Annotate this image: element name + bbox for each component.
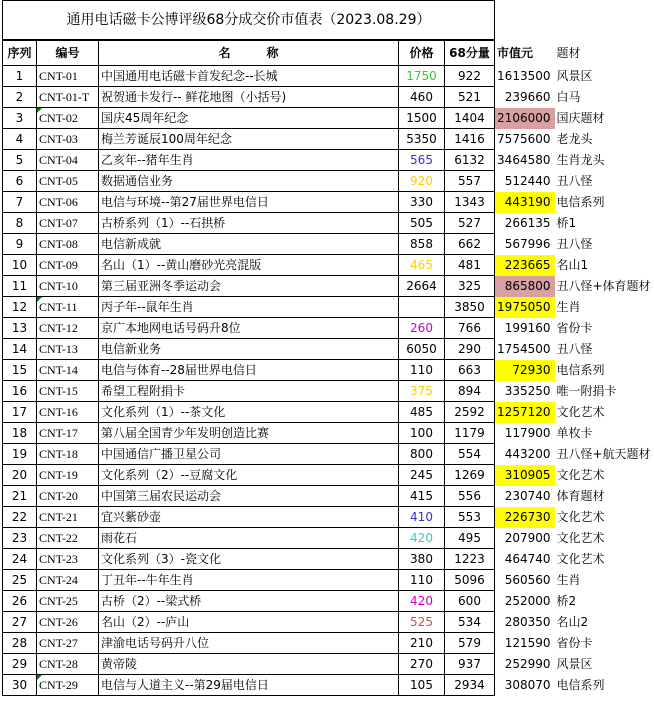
row-qty: 557	[445, 171, 495, 192]
table-row	[3, 591, 653, 612]
table-row	[3, 255, 653, 276]
row-name: 梅兰芳诞辰100周年纪念	[99, 129, 399, 150]
row-code: CNT-23	[37, 549, 99, 570]
row-price: 858	[399, 234, 445, 255]
row-theme: 风景区	[556, 657, 593, 671]
row-seq: 27	[3, 612, 37, 633]
table-row	[3, 192, 653, 213]
row-seq: 28	[3, 633, 37, 654]
header-price: 价格	[399, 40, 445, 66]
row-name: 第八届全国青少年发明创造比赛	[99, 423, 399, 444]
row-seq: 23	[3, 528, 37, 549]
row-seq: 4	[3, 129, 37, 150]
table-row	[3, 360, 653, 381]
row-seq: 18	[3, 423, 37, 444]
table-row	[3, 570, 653, 591]
table-row	[3, 486, 653, 507]
row-code: CNT-07	[37, 213, 99, 234]
row-qty: 521	[445, 87, 495, 108]
row-theme: 生肖	[556, 573, 581, 587]
row-theme: 风景区	[556, 69, 593, 83]
row-qty: 5096	[445, 570, 495, 591]
table-row	[3, 129, 653, 150]
row-qty: 556	[445, 486, 495, 507]
row-name: 文化系列（3）-瓷文化	[99, 549, 399, 570]
row-code: CNT-21	[37, 507, 99, 528]
row-market-value: 567996	[504, 237, 551, 251]
row-seq: 15	[3, 360, 37, 381]
row-seq: 30	[3, 675, 37, 696]
table-row	[3, 318, 653, 339]
row-seq: 11	[3, 276, 37, 297]
row-price: 1500	[399, 108, 445, 129]
row-name: 津渝电话号码升八位	[99, 633, 399, 654]
table-row	[3, 87, 653, 108]
row-market-value: 72930	[495, 360, 555, 381]
row-name: 中国第三届农民运动会	[99, 486, 399, 507]
row-code: CNT-01	[37, 66, 99, 87]
row-price: 110	[399, 360, 445, 381]
row-theme: 白马	[556, 90, 581, 104]
row-qty: 325	[445, 276, 495, 297]
row-price: 415	[399, 486, 445, 507]
row-code: CNT-15	[37, 381, 99, 402]
row-price: 375	[399, 381, 445, 402]
row-qty: 481	[445, 255, 495, 276]
row-name: 电信新业务	[99, 339, 399, 360]
row-market-value: 2106000	[495, 108, 555, 129]
row-code: CNT-29	[37, 675, 99, 696]
row-code: CNT-14	[37, 360, 99, 381]
row-theme: 电信系列	[556, 363, 605, 377]
row-seq: 2	[3, 87, 37, 108]
row-qty: 2592	[445, 402, 495, 423]
table-row	[3, 66, 653, 87]
table-row	[3, 339, 653, 360]
row-name: 国庆45周年纪念	[99, 108, 399, 129]
row-name: 文化系列（1）--茶文化	[99, 402, 399, 423]
row-seq: 21	[3, 486, 37, 507]
row-market-value: 310905	[495, 465, 555, 486]
row-seq: 3	[3, 108, 37, 129]
row-qty: 663	[445, 360, 495, 381]
table-row	[3, 150, 653, 171]
row-name: 名山（2）--庐山	[99, 612, 399, 633]
row-price: 465	[399, 255, 445, 276]
row-code: CNT-18	[37, 444, 99, 465]
row-price: 6050	[399, 339, 445, 360]
table-row	[3, 444, 653, 465]
row-code: CNT-17	[37, 423, 99, 444]
row-name: 宜兴紫砂壶	[99, 507, 399, 528]
row-code: CNT-01-T	[37, 87, 99, 108]
row-code: CNT-27	[37, 633, 99, 654]
row-seq: 22	[3, 507, 37, 528]
row-price: 5350	[399, 129, 445, 150]
row-seq: 17	[3, 402, 37, 423]
row-theme: 丑八怪+航天题材	[556, 447, 651, 461]
row-qty: 527	[445, 213, 495, 234]
row-price: 210	[399, 633, 445, 654]
row-code: CNT-05	[37, 171, 99, 192]
table-row	[3, 171, 653, 192]
row-name: 希望工程附捐卡	[99, 381, 399, 402]
row-price: 800	[399, 444, 445, 465]
row-price: 260	[399, 318, 445, 339]
row-code: CNT-13	[37, 339, 99, 360]
row-theme: 文化艺术	[556, 405, 605, 419]
row-price: 410	[399, 507, 445, 528]
row-name: 乙亥年--猪年生肖	[99, 150, 399, 171]
row-market-value: 1613500	[497, 69, 551, 83]
row-name: 电信新成就	[99, 234, 399, 255]
row-price: 525	[399, 612, 445, 633]
row-market-value: 280350	[504, 615, 551, 629]
row-qty: 1269	[445, 465, 495, 486]
row-market-value: 1975050	[495, 297, 555, 318]
row-qty: 3850	[445, 297, 495, 318]
row-code: CNT-20	[37, 486, 99, 507]
table-row	[3, 465, 653, 486]
row-market-value: 230740	[504, 489, 551, 503]
row-code: CNT-28	[37, 654, 99, 675]
header-code: 编号	[37, 40, 99, 66]
row-name: 京广本地网电话号码升8位	[99, 318, 399, 339]
row-name: 名山（1）--黄山磨砂光亮混版	[99, 255, 399, 276]
row-market-value: 252990	[504, 657, 551, 671]
row-qty: 937	[445, 654, 495, 675]
row-theme: 省份卡	[556, 321, 593, 335]
row-code: CNT-08	[37, 234, 99, 255]
row-price: 460	[399, 87, 445, 108]
header-seq: 序列	[3, 40, 37, 66]
row-code: CNT-04	[37, 150, 99, 171]
row-qty: 894	[445, 381, 495, 402]
row-price: 420	[399, 591, 445, 612]
row-code: CNT-16	[37, 402, 99, 423]
row-theme: 桥2	[556, 594, 577, 608]
table-row	[3, 402, 653, 423]
row-theme: 名山2	[556, 615, 589, 629]
row-name: 中国通信广播卫星公司	[99, 444, 399, 465]
row-seq: 14	[3, 339, 37, 360]
row-theme: 单枚卡	[556, 426, 593, 440]
table-row	[3, 108, 653, 129]
row-qty: 554	[445, 444, 495, 465]
row-qty: 922	[445, 66, 495, 87]
row-name: 黄帝陵	[99, 654, 399, 675]
row-theme: 文化艺术	[556, 531, 605, 545]
table-title: 通用电话磁卡公博评级68分成交价市值表（2023.08.29）	[3, 1, 495, 41]
row-name: 电信与人道主义--第29届电信日	[99, 675, 399, 696]
row-seq: 12	[3, 297, 37, 318]
row-price: 565	[399, 150, 445, 171]
row-name: 中国通用电话磁卡首发纪念--长城	[99, 66, 399, 87]
table-row	[3, 633, 653, 654]
row-theme: 文化艺术	[556, 510, 605, 524]
row-qty: 2934	[445, 675, 495, 696]
row-code: CNT-09	[37, 255, 99, 276]
row-theme: 丑八怪	[556, 174, 593, 188]
price-table	[2, 0, 653, 696]
row-code: CNT-26	[37, 612, 99, 633]
row-market-value: 1754500	[497, 342, 551, 356]
row-name: 电信与环境--第27届世界电信日	[99, 192, 399, 213]
row-theme: 生肖龙头	[556, 153, 605, 167]
row-theme: 电信系列	[556, 678, 605, 692]
row-qty: 579	[445, 633, 495, 654]
row-code: CNT-25	[37, 591, 99, 612]
row-price	[399, 297, 445, 318]
row-theme: 省份卡	[556, 636, 593, 650]
row-qty: 1223	[445, 549, 495, 570]
row-theme: 老龙头	[556, 132, 593, 146]
row-code: CNT-22	[37, 528, 99, 549]
row-market-value: 335250	[504, 384, 551, 398]
table-row	[3, 297, 653, 318]
row-market-value: 1257120	[495, 402, 555, 423]
table-row	[3, 423, 653, 444]
row-market-value: 223665	[495, 255, 555, 276]
table-row	[3, 612, 653, 633]
row-theme: 生肖	[556, 300, 581, 314]
row-price: 380	[399, 549, 445, 570]
row-qty: 1343	[445, 192, 495, 213]
row-market-value: 199160	[504, 321, 551, 335]
row-seq: 16	[3, 381, 37, 402]
row-code: CNT-10	[37, 276, 99, 297]
row-seq: 29	[3, 654, 37, 675]
row-market-value: 226730	[495, 507, 555, 528]
row-price: 105	[399, 675, 445, 696]
table-row	[3, 675, 653, 696]
row-name: 古桥（2）--梁式桥	[99, 591, 399, 612]
row-name: 雨花石	[99, 528, 399, 549]
row-market-value: 443190	[495, 192, 555, 213]
row-theme: 唯一附捐卡	[556, 384, 617, 398]
row-market-value: 865800	[495, 276, 555, 297]
row-code: CNT-24	[37, 570, 99, 591]
row-code: CNT-19	[37, 465, 99, 486]
row-qty: 1179	[445, 423, 495, 444]
row-theme: 电信系列	[556, 195, 605, 209]
row-code: CNT-03	[37, 129, 99, 150]
row-seq: 9	[3, 234, 37, 255]
row-market-value: 308070	[504, 678, 551, 692]
row-price: 245	[399, 465, 445, 486]
row-seq: 1	[3, 66, 37, 87]
row-seq: 6	[3, 171, 37, 192]
row-theme: 名山1	[556, 258, 589, 272]
row-name: 丙子年--鼠年生肖	[99, 297, 399, 318]
row-qty: 6132	[445, 150, 495, 171]
row-theme: 文化艺术	[556, 468, 605, 482]
row-name: 电信与体育--28届世界电信日	[99, 360, 399, 381]
row-theme: 丑八怪	[556, 342, 593, 356]
row-theme: 桥1	[556, 216, 577, 230]
row-market-value: 117900	[504, 426, 551, 440]
row-price: 110	[399, 570, 445, 591]
row-theme: 体育题材	[556, 489, 605, 503]
row-seq: 8	[3, 213, 37, 234]
row-qty: 600	[445, 591, 495, 612]
row-qty: 662	[445, 234, 495, 255]
row-code: CNT-11	[37, 297, 99, 318]
row-seq: 7	[3, 192, 37, 213]
row-qty: 1404	[445, 108, 495, 129]
row-market-value: 252000	[504, 594, 551, 608]
row-qty: 1416	[445, 129, 495, 150]
row-price: 100	[399, 423, 445, 444]
row-name: 文化系列（2）--豆腐文化	[99, 465, 399, 486]
row-theme: 文化艺术	[556, 552, 605, 566]
row-name: 古桥系列（1）--石拱桥	[99, 213, 399, 234]
table-row	[3, 528, 653, 549]
header-market-value: 市值元	[497, 45, 534, 60]
table-row	[3, 381, 653, 402]
row-name: 祝贺通卡发行-- 鲜花地图（小括号)	[99, 87, 399, 108]
row-qty: 495	[445, 528, 495, 549]
row-price: 420	[399, 528, 445, 549]
row-price: 2664	[399, 276, 445, 297]
table-row	[3, 654, 653, 675]
row-price: 485	[399, 402, 445, 423]
row-market-value: 560560	[504, 573, 551, 587]
header-score68: 68分量	[445, 40, 495, 66]
row-theme: 丑八怪	[556, 237, 593, 251]
row-market-value: 3464580	[497, 153, 551, 167]
row-price: 920	[399, 171, 445, 192]
row-qty: 534	[445, 612, 495, 633]
row-name: 第三届亚洲冬季运动会	[99, 276, 399, 297]
header-theme: 题材	[556, 45, 581, 60]
row-market-value: 7575600	[497, 132, 551, 146]
row-seq: 19	[3, 444, 37, 465]
row-qty: 766	[445, 318, 495, 339]
row-seq: 20	[3, 465, 37, 486]
header-name: 名 称	[99, 40, 399, 66]
row-seq: 10	[3, 255, 37, 276]
row-seq: 13	[3, 318, 37, 339]
row-market-value: 443200	[504, 447, 551, 461]
row-market-value: 207900	[504, 531, 551, 545]
row-market-value: 239660	[504, 90, 551, 104]
row-name: 数据通信业务	[99, 171, 399, 192]
row-qty: 553	[445, 507, 495, 528]
row-theme: 丑八怪+体育题材	[556, 279, 651, 293]
row-market-value: 121590	[504, 636, 551, 650]
row-qty: 290	[445, 339, 495, 360]
row-theme: 国庆题材	[556, 111, 605, 125]
table-row	[3, 213, 653, 234]
row-price: 505	[399, 213, 445, 234]
row-seq: 25	[3, 570, 37, 591]
table-row	[3, 276, 653, 297]
row-name: 丁丑年--牛年生肖	[99, 570, 399, 591]
table-row	[3, 549, 653, 570]
row-market-value: 266135	[504, 216, 551, 230]
row-seq: 26	[3, 591, 37, 612]
row-seq: 5	[3, 150, 37, 171]
row-price: 330	[399, 192, 445, 213]
row-market-value: 464740	[504, 552, 551, 566]
row-code: CNT-12	[37, 318, 99, 339]
table-row	[3, 234, 653, 255]
row-price: 270	[399, 654, 445, 675]
row-price: 1750	[399, 66, 445, 87]
row-market-value: 512440	[504, 174, 551, 188]
row-code: CNT-02	[37, 108, 99, 129]
row-code: CNT-06	[37, 192, 99, 213]
row-seq: 24	[3, 549, 37, 570]
table-row	[3, 507, 653, 528]
